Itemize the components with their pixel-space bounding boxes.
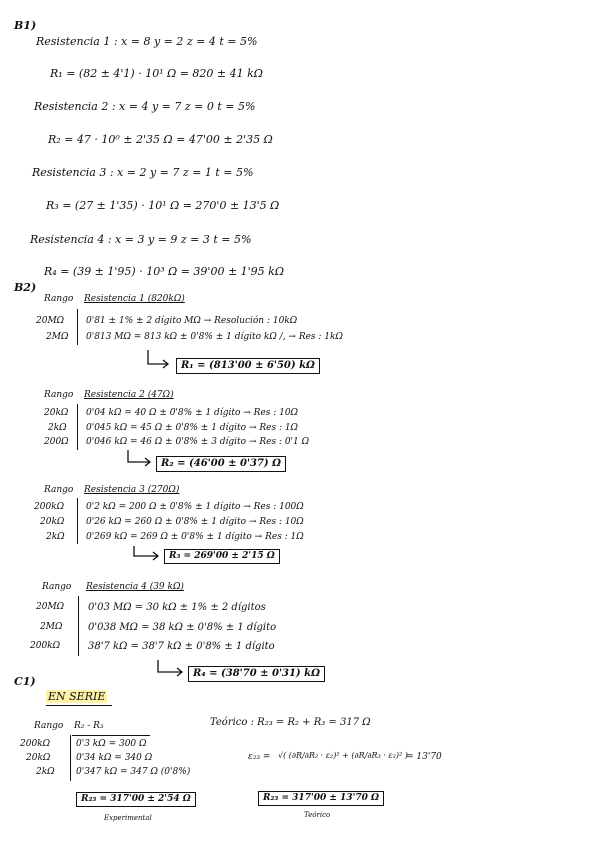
b2-r3-rango-label: Rango bbox=[44, 485, 74, 495]
b2-r1-result-arrow bbox=[146, 350, 172, 372]
b2-r1-rango-label: Rango bbox=[44, 294, 74, 304]
b2-r3-row-3: 0'269 kΩ = 269 Ω ± 0'8% ± 1 dígito → Res : 1Ω bbox=[86, 532, 304, 542]
b2-r1-row-2: 0'813 MΩ = 813 kΩ ± 0'8% ± 1 dígito kΩ /, → Res : 1kΩ bbox=[86, 332, 343, 342]
b2-r1-divider bbox=[77, 309, 78, 345]
c1-error-value: = 13'70 bbox=[406, 752, 442, 762]
b2-r2-range-2: 2kΩ bbox=[48, 423, 67, 433]
c1-theory-result-box: R₂₃ = 317'00 ± 13'70 Ω bbox=[258, 791, 384, 806]
b2-r1-title: Resistencia 1 (820kΩ) bbox=[84, 294, 185, 304]
c1-theory-caption: Teórico bbox=[304, 811, 331, 819]
c1-divider bbox=[70, 735, 71, 781]
c1-range-3: 2kΩ bbox=[36, 767, 55, 777]
b2-r2-range-3: 200Ω bbox=[44, 437, 69, 447]
b2-r2-range-1: 20kΩ bbox=[44, 408, 69, 418]
c1-series-underline bbox=[46, 705, 112, 706]
b1-r3-value: R₃ = (27 ± 1'35) · 10¹ Ω = 270'0 ± 13'5 Ω bbox=[46, 199, 280, 212]
b1-r1-value: R₁ = (82 ± 4'1) · 10¹ Ω = 820 ± 41 kΩ bbox=[50, 67, 263, 80]
b2-r2-row-1: 0'04 kΩ = 40 Ω ± 0'8% ± 1 dígito → Res : 10Ω bbox=[86, 408, 299, 418]
b2-r1-range-1: 20MΩ bbox=[36, 316, 65, 326]
b2-r3-row-2: 0'26 kΩ = 260 Ω ± 0'8% ± 1 dígito → Res : 10Ω bbox=[86, 517, 304, 527]
b2-r3-row-1: 0'2 kΩ = 200 Ω ± 0'8% ± 1 dígito → Res : 100Ω bbox=[86, 502, 304, 512]
b2-r2-row-3: 0'046 kΩ = 46 Ω ± 0'8% ± 3 dígito → Res : 0'1 Ω bbox=[86, 437, 310, 447]
b2-r3-range-3: 2kΩ bbox=[46, 532, 65, 542]
b2-r4-rango-label: Rango bbox=[42, 582, 72, 592]
b2-r2-title: Resistencia 2 (47Ω) bbox=[84, 390, 174, 400]
b1-r4-spec: Resistencia 4 : x = 3 y = 9 z = 3 t = 5% bbox=[30, 233, 252, 246]
b2-r4-range-3: 200kΩ bbox=[30, 641, 61, 651]
b2-r4-result-arrow bbox=[156, 660, 186, 680]
c1-col-underline bbox=[72, 735, 150, 736]
b2-r4-divider bbox=[78, 596, 79, 656]
b2-r3-divider bbox=[77, 498, 78, 544]
c1-exp-result-box: R₂₃ = 317'00 ± 2'54 Ω bbox=[76, 792, 196, 807]
b2-r4-title: Resistencia 4 (39 kΩ) bbox=[86, 582, 184, 592]
b2-r2-row-2: 0'045 kΩ = 45 Ω ± 0'8% ± 1 dígito → Res : 1Ω bbox=[86, 423, 299, 433]
c1-series-subheading bbox=[46, 691, 107, 702]
b2-r3-result-arrow bbox=[132, 546, 162, 564]
b2-r3-result-box: R₃ = 269'00 ± 2'15 Ω bbox=[164, 549, 280, 564]
b1-r4-value: R₄ = (39 ± 1'95) · 10³ Ω = 39'00 ± 1'95 kΩ bbox=[44, 265, 284, 278]
b2-r4-range-1: 20MΩ bbox=[36, 602, 65, 612]
b2-r1-range-2: 2MΩ bbox=[46, 332, 69, 342]
b2-r4-row-1: 0'03 MΩ = 30 kΩ ± 1% ± 2 dígitos bbox=[88, 602, 266, 613]
b1-r2-value: R₂ = 47 · 10⁰ ± 2'35 Ω = 47'00 ± 2'35 Ω bbox=[48, 133, 273, 146]
c1-exp-caption: Experimental bbox=[104, 814, 152, 822]
c1-row-2: 0'34 kΩ = 340 Ω bbox=[76, 753, 153, 763]
b2-r1-result-box: R₁ = (813'00 ± 6'50) kΩ bbox=[176, 358, 320, 374]
b2-r2-result-arrow bbox=[126, 450, 154, 470]
c1-theory-line: Teórico : R₂₃ = R₂ + R₃ = 317 Ω bbox=[210, 717, 371, 728]
c1-row-1: 0'3 kΩ = 300 Ω bbox=[76, 739, 147, 749]
b2-r3-range-1: 200kΩ bbox=[34, 502, 65, 512]
b1-r2-spec: Resistencia 2 : x = 4 y = 7 z = 0 t = 5% bbox=[34, 100, 256, 113]
b2-r2-divider bbox=[77, 404, 78, 450]
b2-r3-range-2: 20kΩ bbox=[40, 517, 65, 527]
b2-r4-result-box: R₄ = (38'70 ± 0'31) kΩ bbox=[188, 666, 325, 682]
c1-row-3: 0'347 kΩ = 347 Ω (0'8%) bbox=[76, 767, 191, 777]
b2-r3-title: Resistencia 3 (270Ω) bbox=[84, 485, 180, 495]
b2-r4-row-3: 38'7 kΩ = 38'7 kΩ ± 0'8% ± 1 dígito bbox=[88, 641, 275, 652]
b2-r1-row-1: 0'81 ± 1% ± 2 dígito MΩ → Resolución : 10kΩ bbox=[86, 316, 298, 326]
b1-r3-spec: Resistencia 3 : x = 2 y = 7 z = 1 t = 5% bbox=[32, 166, 254, 179]
b2-r2-rango-label: Rango bbox=[44, 390, 74, 400]
b2-r2-result-box: R₂ = (46'00 ± 0'37) Ω bbox=[156, 456, 286, 472]
c1-col-label: R₂ - R₃ bbox=[74, 721, 104, 731]
c1-rango-label: Rango bbox=[34, 721, 64, 731]
section-b1-heading: B1) bbox=[14, 19, 37, 32]
c1-series-highlight: EN SERIE bbox=[48, 690, 106, 703]
c1-range-1: 200kΩ bbox=[20, 739, 51, 749]
b1-r1-spec: Resistencia 1 : x = 8 y = 2 z = 4 t = 5% bbox=[36, 35, 258, 48]
c1-range-2: 20kΩ bbox=[26, 753, 51, 763]
b2-r4-row-2: 0'038 MΩ = 38 kΩ ± 0'8% ± 1 dígito bbox=[88, 622, 277, 633]
section-c1-heading: C1) bbox=[14, 675, 36, 688]
section-b2-heading: B2) bbox=[14, 281, 37, 294]
c1-error-label: ε₂₃ = bbox=[248, 752, 271, 762]
b2-r4-range-2: 2MΩ bbox=[40, 622, 63, 632]
c1-error-formula: √( (∂R/∂R₂ · ε₂)² + (∂R/∂R₃ · ε₃)² ) bbox=[278, 751, 408, 760]
